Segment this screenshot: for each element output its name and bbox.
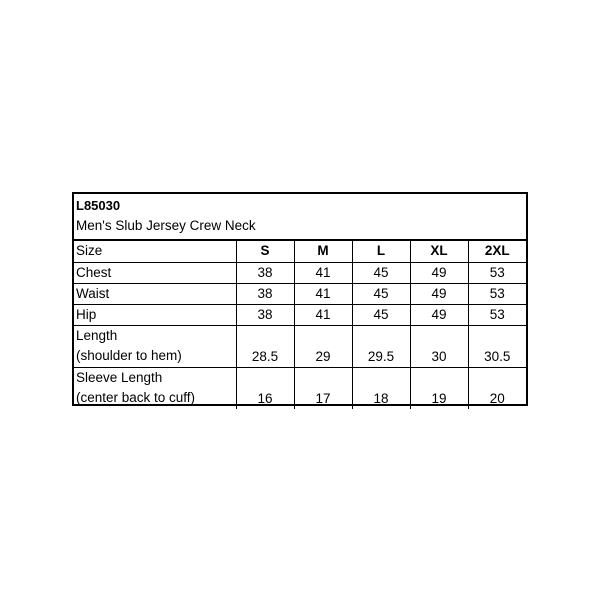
row-label-chest: Chest — [74, 262, 236, 283]
table-row — [74, 367, 526, 409]
table-cell: 38 — [236, 283, 294, 304]
row-label-line: Sleeve Length — [76, 370, 163, 386]
table-cell: 45 — [352, 283, 410, 304]
chart-header — [74, 194, 526, 241]
style-name: Men's Slub Jersey Crew Neck — [76, 218, 256, 233]
size-header-xl: XL — [410, 241, 468, 262]
row-label-line: Length — [76, 328, 118, 343]
table-cell: 20 — [468, 367, 526, 409]
table-row — [74, 325, 526, 367]
size-header-s: S — [236, 241, 294, 262]
table-cell: 17 — [294, 367, 352, 409]
table-cell: 45 — [352, 304, 410, 325]
table-cell: 41 — [294, 304, 352, 325]
table-row — [74, 262, 526, 283]
table-cell: 41 — [294, 262, 352, 283]
table-cell: 41 — [294, 283, 352, 304]
table-cell: 18 — [352, 367, 410, 409]
table-cell: 49 — [410, 283, 468, 304]
table-cell: 38 — [236, 304, 294, 325]
row-label-waist: Waist — [74, 283, 236, 304]
row-label-note: (shoulder to hem) — [76, 348, 182, 363]
table-cell: 53 — [468, 304, 526, 325]
size-label: Size — [74, 241, 236, 262]
size-header-m: M — [294, 241, 352, 262]
table-row — [74, 283, 526, 304]
size-table — [74, 241, 526, 409]
size-header-row — [74, 241, 526, 262]
row-label-note: (center back to cuff) — [76, 390, 196, 406]
size-header-2xl: 2XL — [468, 241, 526, 262]
row-label-sleeve-length — [74, 367, 236, 409]
table-cell: 19 — [410, 367, 468, 409]
table-cell: 30.5 — [468, 325, 526, 367]
style-code: L85030 — [76, 198, 121, 213]
table-cell: 16 — [236, 367, 294, 409]
table-cell: 45 — [352, 262, 410, 283]
table-cell: 53 — [468, 262, 526, 283]
table-cell: 38 — [236, 262, 294, 283]
size-header-l: L — [352, 241, 410, 262]
size-chart — [72, 192, 528, 406]
table-cell: 28.5 — [236, 325, 294, 367]
table-cell: 29 — [294, 325, 352, 367]
table-cell: 53 — [468, 283, 526, 304]
table-cell: 29.5 — [352, 325, 410, 367]
table-cell: 49 — [410, 262, 468, 283]
row-label-length — [74, 325, 236, 367]
table-cell: 30 — [410, 325, 468, 367]
table-row — [74, 304, 526, 325]
table-cell: 49 — [410, 304, 468, 325]
row-label-hip: Hip — [74, 304, 236, 325]
